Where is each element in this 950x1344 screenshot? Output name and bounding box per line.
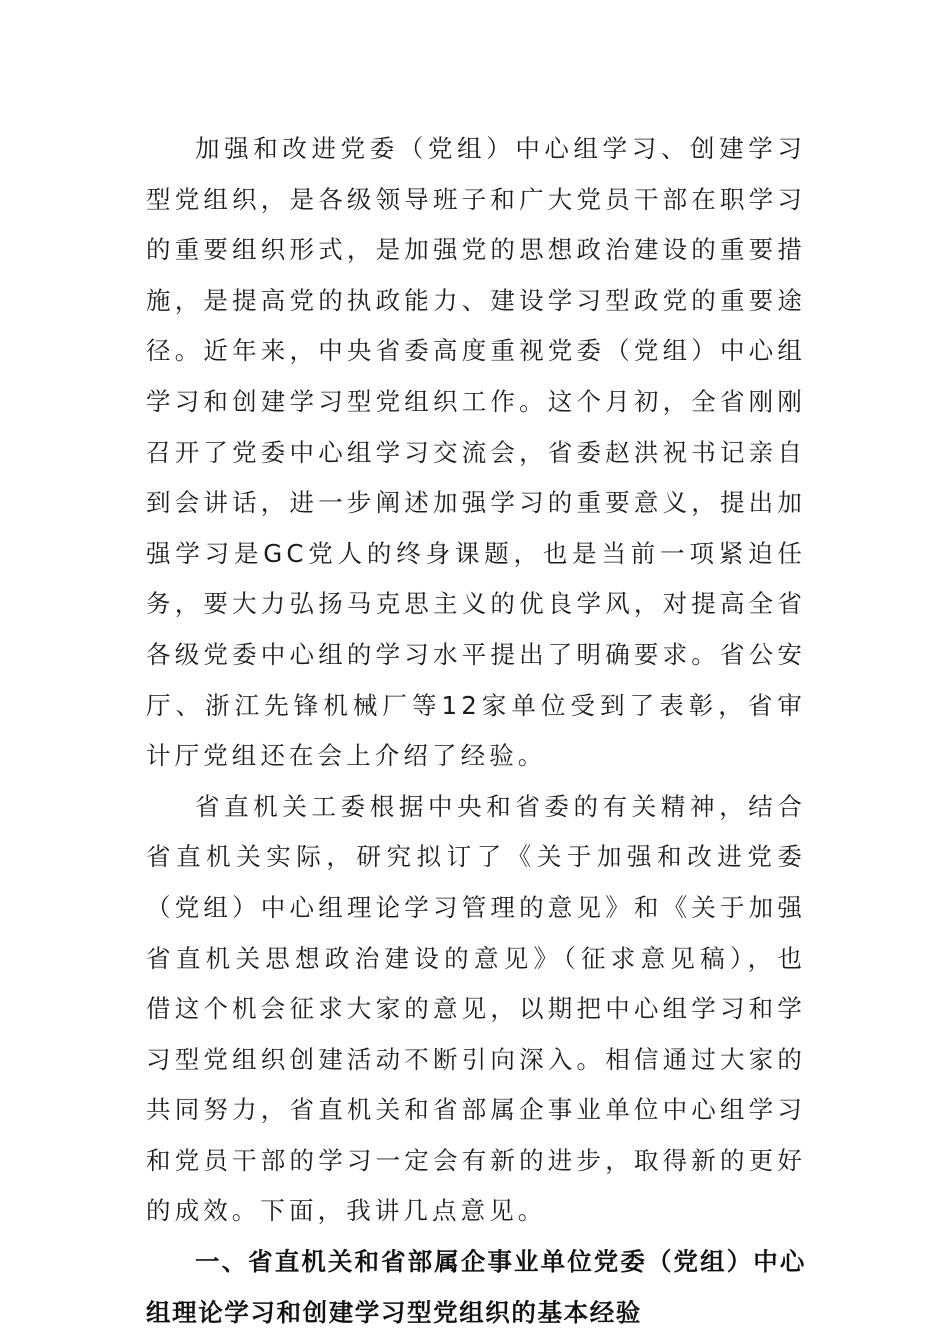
document-body (146, 124, 806, 1338)
paragraph-intro: 加强和改进党委（党组）中心组学习、创建学习型党组织，是各级领导班子和广大党员干部在职学习的重要组织形式，是加强党的思想政治建设的重要措施，是提高党的执政能力、建设学习型政党的重要途径。近年来，中央省委高度重视党委（党组）中心组学习和创建学习型党组织工作。这个月初，全省刚刚召开了党委中心组学习交流会，省委赵洪祝书记亲自到会讲话，进一步阐述加强学习的重要意义，提出加强学习是GC党人的终身课题，也是当前一项紧迫任务，要大力弘扬马克思主义的优良学风，对提高全省各级党委中心组的学习水平提出了明确要求。省公安厅、浙江先锋机械厂等12家单位受到了表彰，省审计厅党组还在会上介绍了经验。 (146, 134, 806, 771)
section-heading: 一、省直机关和省部属企事业单位党委（党组）中心组理论学习和创建学习型党组织的基本经验 (146, 1247, 806, 1327)
paragraph-opinions: 省直机关工委根据中央和省委的有关精神，结合省直机关实际，研究拟订了《关于加强和改进党委（党组）中心组理论学习管理的意见》和《关于加强省直机关思想政治建设的意见》（征求意见稿），也借这个机会征求大家的意见，以期把中心组学习和学习型党组织创建活动不断引向深入。相信通过大家的共同努力，省直机关和省部属企事业单位中心组学习和党员干部的学习一定会有新的进步，取得新的更好的成效。下面，我讲几点意见。 (146, 791, 806, 1226)
